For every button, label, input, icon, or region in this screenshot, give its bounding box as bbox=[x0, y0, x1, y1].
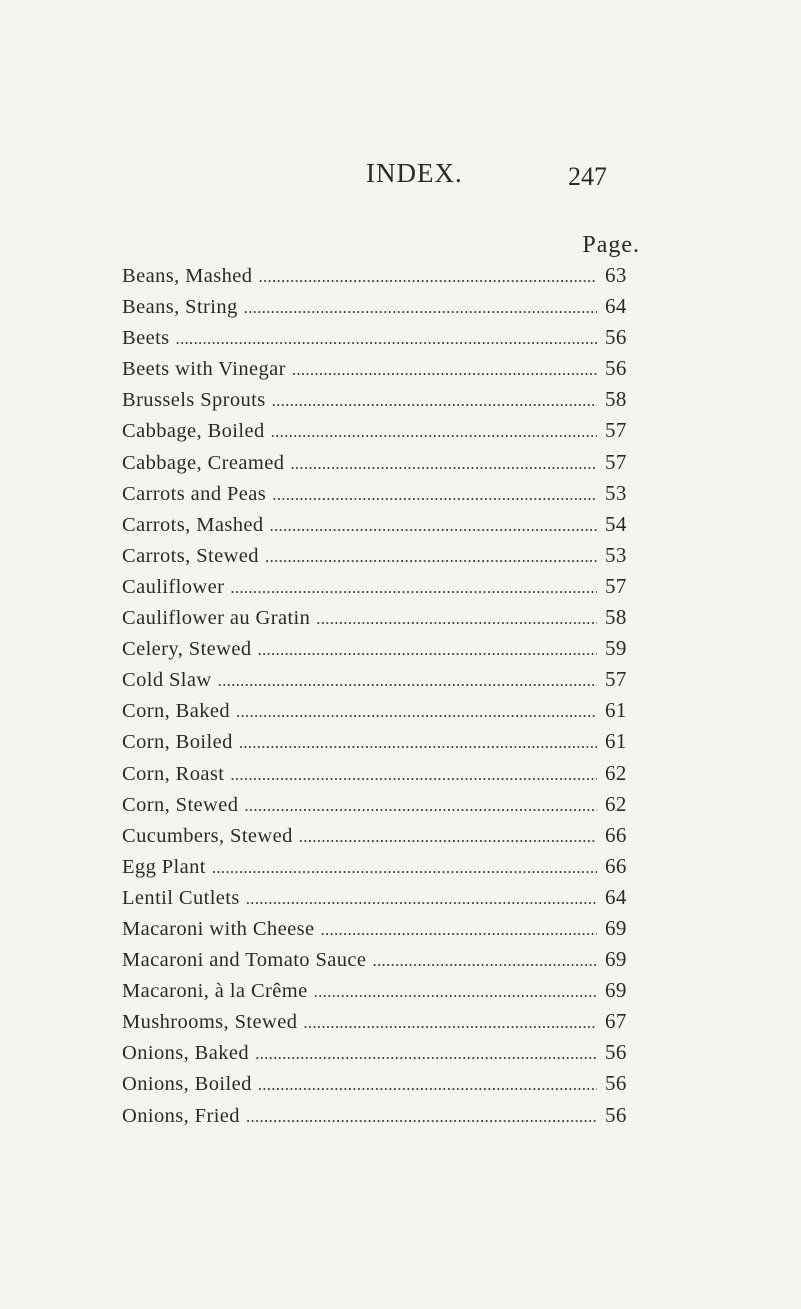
entry-name: Onions, Boiled bbox=[122, 1073, 252, 1096]
entry-page-number: 66 bbox=[605, 853, 627, 878]
dot-leader bbox=[292, 354, 597, 385]
dot-leader bbox=[320, 914, 597, 945]
column-heading-page: Page. bbox=[582, 232, 640, 258]
index-entry bbox=[122, 633, 627, 664]
dot-leader bbox=[176, 323, 597, 354]
entry-name: Cauliflower bbox=[122, 575, 225, 598]
dot-leader bbox=[265, 541, 597, 572]
entry-page-number: 56 bbox=[605, 325, 627, 350]
entry-name: Onions, Baked bbox=[122, 1042, 250, 1065]
entry-name: Beets bbox=[122, 327, 170, 350]
index-entry bbox=[122, 540, 627, 571]
entry-page-number: 53 bbox=[605, 542, 627, 567]
entry-page-number: 54 bbox=[605, 511, 627, 536]
entry-page-number: 69 bbox=[605, 947, 627, 972]
entry-page-number: 58 bbox=[605, 387, 627, 412]
entry-page-number: 66 bbox=[605, 822, 627, 847]
index-entry bbox=[122, 758, 627, 789]
dot-leader bbox=[271, 416, 597, 447]
dot-leader bbox=[272, 479, 597, 510]
dot-leader bbox=[272, 385, 597, 416]
entry-name: Corn, Roast bbox=[122, 762, 225, 785]
entry-name: Macaroni and Tomato Sauce bbox=[122, 949, 367, 972]
index-entry bbox=[122, 1100, 627, 1131]
entry-page-number: 61 bbox=[605, 698, 627, 723]
entry-name: Cabbage, Creamed bbox=[122, 451, 285, 474]
entry-name: Carrots and Peas bbox=[122, 482, 267, 505]
dot-leader bbox=[212, 852, 597, 883]
running-head: INDEX. bbox=[366, 158, 463, 188]
entry-name: Cauliflower au Gratin bbox=[122, 607, 311, 630]
dot-leader bbox=[246, 1101, 597, 1132]
entry-page-number: 57 bbox=[605, 449, 627, 474]
entry-name: Carrots, Stewed bbox=[122, 544, 259, 567]
dot-leader bbox=[299, 821, 597, 852]
index-entry bbox=[122, 509, 627, 540]
dot-leader bbox=[246, 883, 597, 914]
index-entry bbox=[122, 695, 627, 726]
index-entry bbox=[122, 944, 627, 975]
index-entry bbox=[122, 851, 627, 882]
index-entry bbox=[122, 1068, 627, 1099]
entry-name: Brussels Sprouts bbox=[122, 389, 266, 412]
dot-leader bbox=[372, 945, 597, 976]
entry-name: Beans, String bbox=[122, 296, 238, 319]
entry-page-number: 59 bbox=[605, 636, 627, 661]
entry-page-number: 64 bbox=[605, 294, 627, 319]
page-number: 247 bbox=[568, 162, 607, 191]
dot-leader bbox=[270, 510, 597, 541]
index-entry bbox=[122, 447, 627, 478]
entry-name: Beans, Mashed bbox=[122, 265, 253, 287]
entry-name: Egg Plant bbox=[122, 855, 206, 878]
index-entry bbox=[122, 291, 627, 322]
entry-name: Corn, Baked bbox=[122, 700, 231, 723]
index-entry bbox=[122, 1006, 627, 1037]
entry-page-number: 62 bbox=[605, 760, 627, 785]
entry-name: Macaroni with Cheese bbox=[122, 917, 315, 940]
entry-page-number: 57 bbox=[605, 573, 627, 598]
entry-name: Carrots, Mashed bbox=[122, 513, 264, 536]
index-entry bbox=[122, 260, 627, 291]
index-entry bbox=[122, 322, 627, 353]
entry-page-number: 64 bbox=[605, 884, 627, 909]
dot-leader bbox=[230, 759, 597, 790]
index-entry bbox=[122, 384, 627, 415]
entry-page-number: 56 bbox=[605, 356, 627, 381]
entry-page-number: 56 bbox=[605, 1071, 627, 1096]
entry-name: Onions, Fried bbox=[122, 1104, 240, 1127]
entry-page-number: 61 bbox=[605, 729, 627, 754]
dot-leader bbox=[239, 727, 597, 758]
index-entry bbox=[122, 975, 627, 1006]
index-entry bbox=[122, 1037, 627, 1068]
dot-leader bbox=[236, 696, 597, 727]
dot-leader bbox=[258, 634, 597, 665]
index-entry bbox=[122, 664, 627, 695]
entry-name: Celery, Stewed bbox=[122, 638, 252, 661]
entry-page-number: 62 bbox=[605, 791, 627, 816]
dot-leader bbox=[244, 292, 597, 323]
entry-name: Cucumbers, Stewed bbox=[122, 824, 293, 847]
dot-leader bbox=[290, 448, 597, 479]
entry-page-number: 69 bbox=[605, 915, 627, 940]
entry-name: Corn, Stewed bbox=[122, 793, 239, 816]
dot-leader bbox=[244, 790, 597, 821]
dot-leader bbox=[258, 1069, 597, 1100]
entry-page-number: 58 bbox=[605, 605, 627, 630]
index-entry bbox=[122, 820, 627, 851]
dot-leader bbox=[258, 261, 597, 292]
index-entry bbox=[122, 726, 627, 757]
index-entry bbox=[122, 353, 627, 384]
index-entry bbox=[122, 913, 627, 944]
entry-page-number: 56 bbox=[605, 1040, 627, 1065]
index-entry bbox=[122, 571, 627, 602]
dot-leader bbox=[218, 665, 597, 696]
index-entry bbox=[122, 478, 627, 509]
dot-leader bbox=[255, 1038, 597, 1069]
entry-page-number: 63 bbox=[605, 263, 627, 287]
entry-page-number: 57 bbox=[605, 667, 627, 692]
dot-leader bbox=[314, 976, 597, 1007]
index-entry bbox=[122, 882, 627, 913]
entry-name: Cold Slaw bbox=[122, 669, 212, 692]
entry-name: Macaroni, à la Crême bbox=[122, 980, 308, 1003]
entry-name: Mushrooms, Stewed bbox=[122, 1011, 298, 1034]
dot-leader bbox=[316, 603, 597, 634]
index-entry bbox=[122, 602, 627, 633]
index-entry bbox=[122, 789, 627, 820]
entry-page-number: 57 bbox=[605, 418, 627, 443]
entry-name: Cabbage, Boiled bbox=[122, 420, 265, 443]
dot-leader bbox=[303, 1007, 597, 1038]
entry-page-number: 56 bbox=[605, 1102, 627, 1127]
entry-page-number: 53 bbox=[605, 480, 627, 505]
entry-page-number: 69 bbox=[605, 978, 627, 1003]
index-entry bbox=[122, 415, 627, 446]
entry-name: Corn, Boiled bbox=[122, 731, 233, 754]
index-list bbox=[122, 260, 627, 1131]
dot-leader bbox=[230, 572, 597, 603]
entry-page-number: 67 bbox=[605, 1009, 627, 1034]
page-header bbox=[0, 158, 801, 198]
entry-name: Beets with Vinegar bbox=[122, 358, 286, 381]
entry-name: Lentil Cutlets bbox=[122, 886, 240, 909]
